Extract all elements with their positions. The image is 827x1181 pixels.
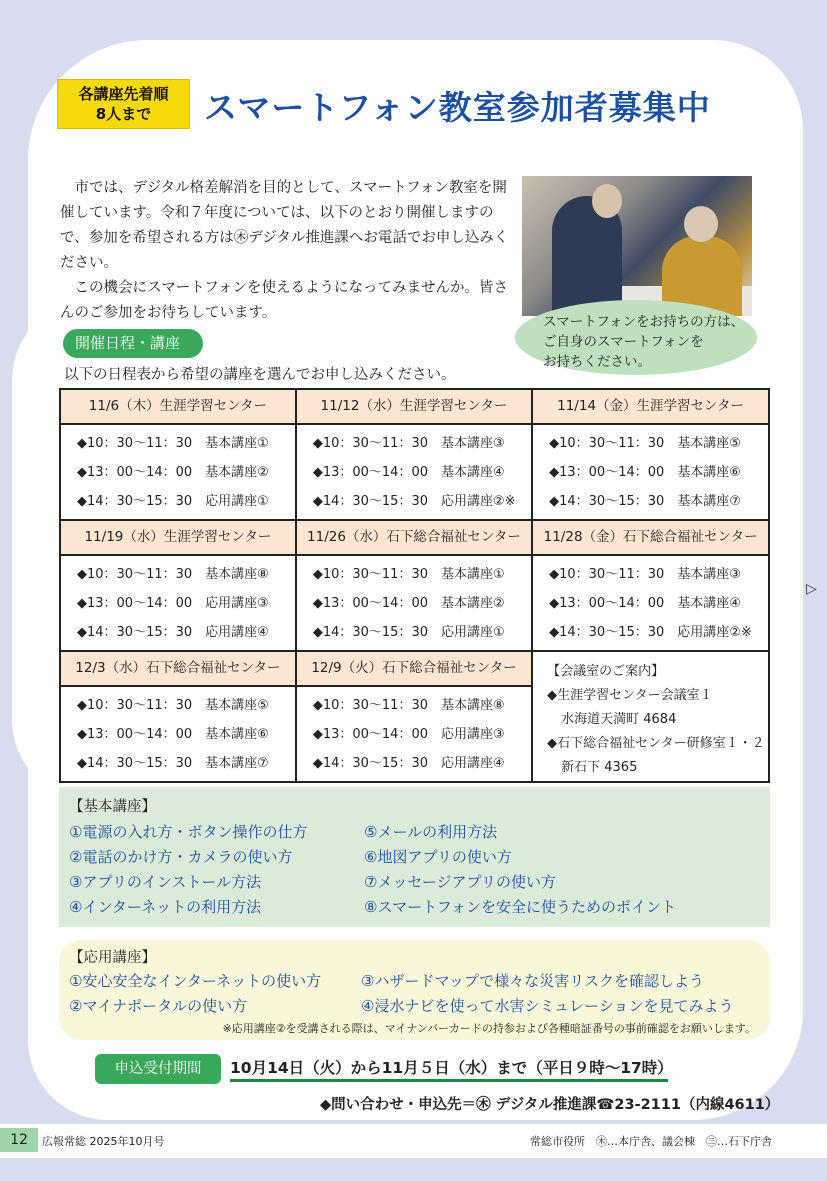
bubble-line3: お持ちください。 — [543, 354, 651, 370]
applied-course-item: ③ハザードマップで様々な災害リスクを確認しよう — [361, 972, 704, 990]
session-slots — [296, 424, 532, 520]
session-slot: ◆14：30〜15：30 応用講座④ — [77, 625, 269, 640]
photo-caption-bubble — [515, 300, 757, 375]
session-slot: ◆10：30〜11：30 基本講座⑤ — [549, 436, 741, 451]
session-slot: ◆13：00〜14：00 応用講座③ — [312, 727, 505, 742]
venue-1-address: 水海道天満町 4684 — [561, 712, 677, 727]
session-header: 11/6（木）生涯学習センター — [60, 389, 296, 424]
venue-1-name: ◆生涯学習センター会議室１ — [547, 688, 713, 703]
schedule-instruction: 以下の日程表から希望の講座を選んでお申し込みください。 — [64, 367, 456, 383]
session-slots — [296, 555, 532, 651]
applied-course-item: ②マイナポータルの使い方 — [69, 997, 248, 1015]
basic-course-item: ⑧スマートフォンを安全に使うためのポイント — [364, 898, 676, 916]
basic-course-item: ⑥地図アプリの使い方 — [364, 848, 512, 866]
session-header: 11/28（金）石下総合福祉センター — [532, 520, 769, 555]
seniors-photo — [522, 176, 752, 316]
applied-course-item: ④浸水ナビを使って水害シミュレーションを見てみよう — [361, 997, 734, 1015]
intro-text — [60, 176, 515, 326]
applied-course-note: ※応用講座②を受講される際は、マイナンバーカードの持参および各種暗証番号の事前確認をお願いします。 — [222, 1022, 756, 1035]
session-slots — [60, 555, 296, 651]
applied-course-item: ①安心安全なインターネットの使い方 — [69, 972, 322, 990]
session-slot: ◆13：00〜14：00 基本講座④ — [549, 596, 741, 611]
session-slots — [296, 686, 532, 782]
page-title: スマートフォン教室参加者募集中 — [204, 88, 711, 127]
basic-course-item: ④インターネットの利用方法 — [69, 898, 262, 916]
venue-2-address: 新石下 4365 — [561, 760, 638, 775]
basic-course-list — [59, 787, 770, 927]
badge-line2: 8人まで — [95, 105, 152, 123]
session-slots — [532, 424, 769, 520]
bubble-line1: スマートフォンをお持ちの方は、 — [543, 314, 745, 330]
venue-2-name: ◆石下総合福祉センター研修室１・２ — [547, 736, 765, 751]
session-slots — [60, 424, 296, 520]
session-slot: ◆13：00〜14：00 基本講座④ — [312, 465, 505, 480]
session-slot: ◆10：30〜11：30 基本講座③ — [549, 567, 741, 582]
schedule-section-label: 開催日程・講座 — [63, 329, 203, 358]
applied-course-list — [59, 940, 770, 1040]
session-slot: ◆13：00〜14：00 応用講座③ — [77, 596, 269, 611]
session-slot: ◆14：30〜15：30 応用講座②※ — [312, 494, 516, 509]
session-slot: ◆14：30〜15：30 応用講座④ — [312, 756, 505, 771]
basic-course-item: ③アプリのインストール方法 — [69, 873, 262, 891]
session-header: 11/12（水）生涯学習センター — [296, 389, 532, 424]
venue-info — [532, 651, 769, 782]
session-slot: ◆14：30〜15：30 基本講座⑦ — [549, 494, 741, 509]
basic-course-item: ⑦メッセージアプリの使い方 — [364, 873, 556, 891]
session-slot: ◆13：00〜14：00 基本講座② — [312, 596, 505, 611]
session-header: 12/3（水）石下総合福祉センター — [60, 651, 296, 686]
limit-badge — [57, 79, 190, 129]
basic-course-item: ②電話のかけ方・カメラの使い方 — [69, 848, 293, 866]
contact-info: ◆問い合わせ・申込先＝㊍ デジタル推進課☎23-2111（内線4611） — [320, 1097, 780, 1113]
session-slot: ◆14：30〜15：30 基本講座⑦ — [77, 756, 269, 771]
session-slot: ◆14：30〜15：30 応用講座① — [77, 494, 269, 509]
application-period-label: 申込受付期間 — [95, 1054, 221, 1084]
page-number: 12 — [0, 1128, 38, 1152]
basic-course-item: ①電源の入れ方・ボタン操作の仕方 — [69, 823, 308, 841]
session-slot: ◆13：00〜14：00 基本講座② — [77, 465, 269, 480]
session-slot: ◆10：30〜11：30 基本講座③ — [312, 436, 505, 451]
session-slots — [60, 686, 296, 782]
application-period: 10月14日（火）から11月５日（水）まで（平日９時〜17時） — [230, 1056, 668, 1082]
session-header: 11/14（金）生涯学習センター — [532, 389, 769, 424]
page-footer — [0, 1124, 827, 1158]
session-slots — [532, 555, 769, 651]
session-header: 12/9（火）石下総合福祉センター — [296, 651, 532, 686]
session-slot: ◆14：30〜15：30 応用講座②※ — [549, 625, 752, 640]
applied-course-heading: 【応用講座】 — [69, 950, 156, 966]
basic-course-heading: 【基本講座】 — [69, 799, 156, 815]
session-slot: ◆14：30〜15：30 応用講座① — [312, 625, 505, 640]
venue-info-title: 【会議室のご案内】 — [547, 664, 665, 679]
intro-para-2: この機会にスマートフォンを使えるようになってみませんか。皆さんのご参加をお待ちしています。 — [60, 280, 509, 321]
session-slot: ◆10：30〜11：30 基本講座⑧ — [77, 567, 269, 582]
intro-para-1: 市では、デジタル格差解消を目的として、スマートフォン教室を開催しています。令和７年度については、以下のとおり開催しますので、参加を希望される方は㊍デジタル推進課へお電話でお申し込みください。 — [60, 180, 509, 271]
publication-name: 広報常総 2025年10月号 — [42, 1135, 165, 1148]
office-legend: 常総市役所 ㊍…本庁舎、議会棟 ㊂…石下庁舎 — [530, 1135, 772, 1148]
session-header: 11/19（水）生涯学習センター — [60, 520, 296, 555]
session-slot: ◆13：00〜14：00 基本講座⑥ — [549, 465, 741, 480]
session-slot: ◆10：30〜11：30 基本講座① — [312, 567, 505, 582]
session-slot: ◆10：30〜11：30 基本講座⑤ — [77, 698, 269, 713]
session-slot: ◆13：00〜14：00 基本講座⑥ — [77, 727, 269, 742]
session-slot: ◆10：30〜11：30 基本講座① — [77, 436, 269, 451]
session-slot: ◆10：30〜11：30 基本講座⑧ — [312, 698, 505, 713]
bubble-line2: ご自身のスマートフォンを — [543, 334, 704, 350]
basic-course-item: ⑤メールの利用方法 — [364, 823, 498, 841]
schedule-table — [59, 388, 770, 783]
next-page-arrow-icon[interactable]: ▷ — [806, 581, 817, 597]
session-header: 11/26（水）石下総合福祉センター — [296, 520, 532, 555]
badge-line1: 各講座先着順 — [78, 85, 169, 103]
